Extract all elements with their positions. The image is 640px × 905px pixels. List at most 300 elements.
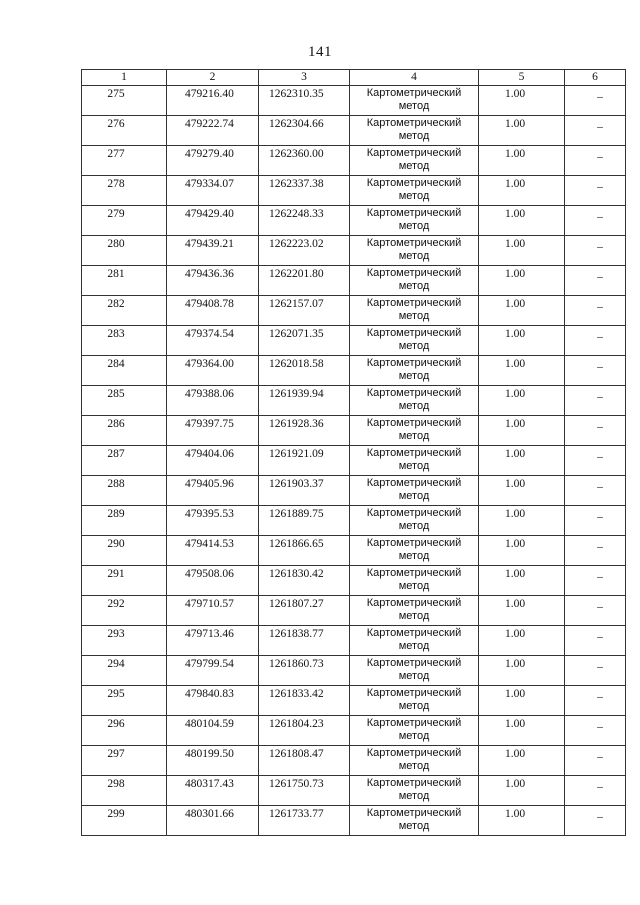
y-coordinate-cell-text: 1261833.42	[269, 688, 324, 700]
method-cell-text: метод	[398, 340, 430, 352]
note-cell	[565, 296, 626, 326]
method-cell-text: метод	[398, 790, 430, 802]
method-cell-text: метод	[398, 670, 430, 682]
note-cell-text: –	[597, 571, 603, 583]
note-cell-text: –	[597, 301, 603, 313]
method-cell-text: Картометрический	[366, 267, 462, 279]
x-coordinate-cell-text: 479429.40	[185, 208, 234, 220]
note-cell	[565, 656, 626, 686]
note-cell-text: –	[597, 661, 603, 673]
point-number-cell-text: 296	[107, 718, 125, 730]
table-row	[82, 506, 626, 536]
table-row	[82, 266, 626, 296]
point-number-cell	[82, 176, 167, 206]
method-cell-text: метод	[398, 400, 430, 412]
note-cell	[565, 266, 626, 296]
y-coordinate-cell	[259, 566, 350, 596]
note-cell-text: –	[597, 691, 603, 703]
accuracy-cell-text: 1.00	[505, 448, 526, 460]
point-number-cell-text: 293	[107, 628, 125, 640]
y-coordinate-cell	[259, 236, 350, 266]
method-cell-text: Картометрический	[366, 507, 462, 519]
x-coordinate-cell	[167, 176, 259, 206]
x-coordinate-cell	[167, 296, 259, 326]
point-number-cell-text: 284	[107, 358, 125, 370]
note-cell	[565, 476, 626, 506]
y-coordinate-cell	[259, 746, 350, 776]
y-coordinate-cell	[259, 806, 350, 836]
point-number-cell-text: 288	[107, 478, 125, 490]
point-number-cell-text: 283	[107, 328, 125, 340]
accuracy-cell-text: 1.00	[505, 208, 526, 220]
method-cell	[350, 386, 479, 416]
x-coordinate-cell	[167, 536, 259, 566]
note-cell	[565, 506, 626, 536]
y-coordinate-cell	[259, 296, 350, 326]
accuracy-cell-text: 1.00	[505, 238, 526, 250]
x-coordinate-cell	[167, 116, 259, 146]
method-cell	[350, 176, 479, 206]
method-cell-text: Картометрический	[366, 477, 462, 489]
method-cell-text: Картометрический	[366, 117, 462, 129]
accuracy-cell-text: 1.00	[505, 298, 526, 310]
note-cell	[565, 236, 626, 266]
x-coordinate-cell	[167, 656, 259, 686]
y-coordinate-cell	[259, 536, 350, 566]
point-number-cell	[82, 206, 167, 236]
y-coordinate-cell-text: 1262157.07	[269, 298, 324, 310]
accuracy-cell	[479, 206, 565, 236]
method-cell-text: Картометрический	[366, 627, 462, 639]
note-cell	[565, 596, 626, 626]
note-cell-text: –	[597, 151, 603, 163]
method-cell-text: Картометрический	[366, 567, 462, 579]
accuracy-cell	[479, 626, 565, 656]
x-coordinate-cell-text: 479388.06	[185, 388, 234, 400]
method-cell-text: метод	[398, 550, 430, 562]
y-coordinate-cell-text: 1261939.94	[269, 388, 324, 400]
x-coordinate-cell	[167, 776, 259, 806]
y-coordinate-cell-text: 1262310.35	[269, 88, 324, 100]
method-cell-text: Картометрический	[366, 327, 462, 339]
method-cell-text: Картометрический	[366, 87, 462, 99]
accuracy-cell	[479, 176, 565, 206]
point-number-cell-text: 295	[107, 688, 125, 700]
accuracy-cell-text: 1.00	[505, 478, 526, 490]
accuracy-cell	[479, 446, 565, 476]
y-coordinate-cell	[259, 386, 350, 416]
x-coordinate-cell	[167, 146, 259, 176]
note-cell	[565, 686, 626, 716]
method-cell	[350, 146, 479, 176]
accuracy-cell-text: 1.00	[505, 118, 526, 130]
table-header-row	[82, 70, 626, 86]
y-coordinate-cell	[259, 176, 350, 206]
method-cell-text: Картометрический	[366, 717, 462, 729]
point-number-cell-text: 280	[107, 238, 125, 250]
method-cell	[350, 296, 479, 326]
x-coordinate-cell-text: 479799.54	[185, 658, 234, 670]
y-coordinate-cell-text: 1261808.47	[269, 748, 324, 760]
x-coordinate-cell-text: 479364.00	[185, 358, 234, 370]
table-row	[82, 626, 626, 656]
x-coordinate-cell-text: 479334.07	[185, 178, 234, 190]
note-cell-text: –	[597, 241, 603, 253]
x-coordinate-cell	[167, 446, 259, 476]
accuracy-cell-text: 1.00	[505, 688, 526, 700]
table-row	[82, 416, 626, 446]
y-coordinate-cell	[259, 146, 350, 176]
y-coordinate-cell	[259, 716, 350, 746]
accuracy-cell-text: 1.00	[505, 328, 526, 340]
method-cell	[350, 596, 479, 626]
point-number-cell	[82, 746, 167, 776]
method-cell-text: метод	[398, 160, 430, 172]
column-header: 4	[350, 70, 479, 86]
accuracy-cell	[479, 296, 565, 326]
method-cell	[350, 476, 479, 506]
y-coordinate-cell	[259, 326, 350, 356]
note-cell-text: –	[597, 421, 603, 433]
accuracy-cell-text: 1.00	[505, 508, 526, 520]
table-row	[82, 236, 626, 266]
note-cell	[565, 326, 626, 356]
y-coordinate-cell	[259, 416, 350, 446]
y-coordinate-cell-text: 1262248.33	[269, 208, 324, 220]
point-number-cell	[82, 446, 167, 476]
point-number-cell-text: 294	[107, 658, 125, 670]
method-cell-text: метод	[398, 760, 430, 772]
y-coordinate-cell-text: 1261866.65	[269, 538, 324, 550]
point-number-cell	[82, 536, 167, 566]
point-number-cell-text: 292	[107, 598, 125, 610]
accuracy-cell	[479, 266, 565, 296]
method-cell-text: метод	[398, 100, 430, 112]
method-cell-text: Картометрический	[366, 447, 462, 459]
accuracy-cell	[479, 416, 565, 446]
method-cell-text: Картометрический	[366, 387, 462, 399]
x-coordinate-cell-text: 479404.06	[185, 448, 234, 460]
method-cell-text: метод	[398, 700, 430, 712]
method-cell-text: Картометрический	[366, 177, 462, 189]
note-cell-text: –	[597, 601, 603, 613]
x-coordinate-cell-text: 479216.40	[185, 88, 234, 100]
method-cell-text: Картометрический	[366, 297, 462, 309]
point-number-cell-text: 298	[107, 778, 125, 790]
note-cell	[565, 446, 626, 476]
method-cell-text: Картометрический	[366, 357, 462, 369]
point-number-cell	[82, 116, 167, 146]
table-row	[82, 596, 626, 626]
table-row	[82, 806, 626, 836]
point-number-cell-text: 281	[107, 268, 125, 280]
accuracy-cell	[479, 356, 565, 386]
accuracy-cell	[479, 476, 565, 506]
point-number-cell	[82, 296, 167, 326]
method-cell-text: Картометрический	[366, 237, 462, 249]
x-coordinate-cell	[167, 506, 259, 536]
y-coordinate-cell	[259, 656, 350, 686]
point-number-cell	[82, 506, 167, 536]
accuracy-cell	[479, 236, 565, 266]
x-coordinate-cell	[167, 626, 259, 656]
method-cell	[350, 806, 479, 836]
point-number-cell-text: 286	[107, 418, 125, 430]
x-coordinate-cell-text: 479508.06	[185, 568, 234, 580]
note-cell	[565, 206, 626, 236]
method-cell-text: метод	[398, 130, 430, 142]
method-cell-text: метод	[398, 370, 430, 382]
method-cell-text: Картометрический	[366, 597, 462, 609]
column-header: 2	[167, 70, 259, 86]
column-header: 1	[82, 70, 167, 86]
note-cell-text: –	[597, 631, 603, 643]
point-number-cell-text: 299	[107, 808, 125, 820]
note-cell-text: –	[597, 481, 603, 493]
accuracy-cell-text: 1.00	[505, 778, 526, 790]
x-coordinate-cell-text: 479713.46	[185, 628, 234, 640]
x-coordinate-cell	[167, 86, 259, 116]
point-number-cell-text: 277	[107, 148, 125, 160]
accuracy-cell-text: 1.00	[505, 538, 526, 550]
y-coordinate-cell-text: 1261860.73	[269, 658, 324, 670]
y-coordinate-cell-text: 1261750.73	[269, 778, 324, 790]
note-cell	[565, 626, 626, 656]
y-coordinate-cell	[259, 476, 350, 506]
x-coordinate-cell-text: 479405.96	[185, 478, 234, 490]
table-row	[82, 746, 626, 776]
accuracy-cell-text: 1.00	[505, 718, 526, 730]
point-number-cell	[82, 566, 167, 596]
point-number-cell	[82, 266, 167, 296]
x-coordinate-cell-text: 480317.43	[185, 778, 234, 790]
point-number-cell	[82, 356, 167, 386]
accuracy-cell-text: 1.00	[505, 88, 526, 100]
note-cell-text: –	[597, 811, 603, 823]
point-number-cell	[82, 146, 167, 176]
method-cell-text: Картометрический	[366, 537, 462, 549]
table-row	[82, 656, 626, 686]
note-cell-text: –	[597, 271, 603, 283]
accuracy-cell	[479, 326, 565, 356]
note-cell-text: –	[597, 721, 603, 733]
x-coordinate-cell	[167, 266, 259, 296]
accuracy-cell	[479, 566, 565, 596]
method-cell-text: Картометрический	[366, 417, 462, 429]
x-coordinate-cell-text: 479397.75	[185, 418, 234, 430]
method-cell	[350, 356, 479, 386]
method-cell	[350, 626, 479, 656]
point-number-cell	[82, 596, 167, 626]
table-row	[82, 566, 626, 596]
accuracy-cell-text: 1.00	[505, 418, 526, 430]
note-cell	[565, 806, 626, 836]
note-cell	[565, 536, 626, 566]
method-cell	[350, 656, 479, 686]
y-coordinate-cell	[259, 446, 350, 476]
point-number-cell-text: 289	[107, 508, 125, 520]
accuracy-cell-text: 1.00	[505, 148, 526, 160]
x-coordinate-cell	[167, 746, 259, 776]
method-cell	[350, 566, 479, 596]
x-coordinate-cell-text: 480104.59	[185, 718, 234, 730]
page-number: 141	[308, 44, 332, 60]
method-cell-text: метод	[398, 520, 430, 532]
point-number-cell	[82, 416, 167, 446]
y-coordinate-cell-text: 1262360.00	[269, 148, 324, 160]
note-cell	[565, 746, 626, 776]
point-number-cell-text: 276	[107, 118, 125, 130]
x-coordinate-cell	[167, 476, 259, 506]
x-coordinate-cell-text: 479395.53	[185, 508, 234, 520]
y-coordinate-cell-text: 1262071.35	[269, 328, 324, 340]
accuracy-cell	[479, 146, 565, 176]
y-coordinate-cell	[259, 506, 350, 536]
x-coordinate-cell-text: 479408.78	[185, 298, 234, 310]
y-coordinate-cell-text: 1262223.02	[269, 238, 324, 250]
accuracy-cell	[479, 746, 565, 776]
point-number-cell	[82, 326, 167, 356]
accuracy-cell-text: 1.00	[505, 598, 526, 610]
note-cell	[565, 716, 626, 746]
method-cell-text: метод	[398, 730, 430, 742]
x-coordinate-cell-text: 480199.50	[185, 748, 234, 760]
point-number-cell	[82, 476, 167, 506]
note-cell-text: –	[597, 781, 603, 793]
y-coordinate-cell	[259, 626, 350, 656]
method-cell-text: метод	[398, 580, 430, 592]
y-coordinate-cell-text: 1261838.77	[269, 628, 324, 640]
accuracy-cell	[479, 776, 565, 806]
point-number-cell	[82, 716, 167, 746]
y-coordinate-cell-text: 1262018.58	[269, 358, 324, 370]
x-coordinate-cell	[167, 386, 259, 416]
method-cell-text: метод	[398, 430, 430, 442]
point-number-cell-text: 297	[107, 748, 125, 760]
note-cell-text: –	[597, 331, 603, 343]
note-cell-text: –	[597, 181, 603, 193]
point-number-cell-text: 291	[107, 568, 125, 580]
point-number-cell	[82, 686, 167, 716]
point-number-cell	[82, 776, 167, 806]
column-header: 3	[259, 70, 350, 86]
x-coordinate-cell	[167, 356, 259, 386]
y-coordinate-cell	[259, 356, 350, 386]
accuracy-cell	[479, 536, 565, 566]
note-cell-text: –	[597, 91, 603, 103]
y-coordinate-cell-text: 1261733.77	[269, 808, 324, 820]
accuracy-cell-text: 1.00	[505, 748, 526, 760]
x-coordinate-cell-text: 479436.36	[185, 268, 234, 280]
method-cell-text: метод	[398, 610, 430, 622]
table-row	[82, 386, 626, 416]
x-coordinate-cell-text: 479374.54	[185, 328, 234, 340]
y-coordinate-cell-text: 1261903.37	[269, 478, 324, 490]
point-number-cell-text: 278	[107, 178, 125, 190]
x-coordinate-cell	[167, 236, 259, 266]
table-row	[82, 446, 626, 476]
method-cell	[350, 746, 479, 776]
method-cell	[350, 416, 479, 446]
table-row	[82, 356, 626, 386]
table-row	[82, 206, 626, 236]
table-row	[82, 536, 626, 566]
table-row	[82, 146, 626, 176]
accuracy-cell-text: 1.00	[505, 178, 526, 190]
accuracy-cell	[479, 506, 565, 536]
table-row	[82, 176, 626, 206]
accuracy-cell-text: 1.00	[505, 658, 526, 670]
point-number-cell	[82, 656, 167, 686]
note-cell-text: –	[597, 451, 603, 463]
method-cell	[350, 326, 479, 356]
y-coordinate-cell	[259, 596, 350, 626]
method-cell-text: метод	[398, 460, 430, 472]
y-coordinate-cell-text: 1261889.75	[269, 508, 324, 520]
x-coordinate-cell-text: 479414.53	[185, 538, 234, 550]
x-coordinate-cell-text: 479222.74	[185, 118, 234, 130]
accuracy-cell	[479, 116, 565, 146]
column-header: 6	[565, 70, 626, 86]
accuracy-cell	[479, 806, 565, 836]
table-row	[82, 296, 626, 326]
point-number-cell-text: 290	[107, 538, 125, 550]
note-cell	[565, 176, 626, 206]
coordinates-table	[81, 69, 626, 836]
method-cell-text: Картометрический	[366, 747, 462, 759]
y-coordinate-cell	[259, 206, 350, 236]
y-coordinate-cell	[259, 686, 350, 716]
note-cell-text: –	[597, 121, 603, 133]
point-number-cell	[82, 626, 167, 656]
y-coordinate-cell-text: 1261830.42	[269, 568, 324, 580]
note-cell	[565, 86, 626, 116]
method-cell-text: метод	[398, 310, 430, 322]
x-coordinate-cell-text: 479840.83	[185, 688, 234, 700]
accuracy-cell	[479, 716, 565, 746]
table-body	[82, 86, 626, 836]
x-coordinate-cell	[167, 326, 259, 356]
accuracy-cell-text: 1.00	[505, 808, 526, 820]
method-cell	[350, 206, 479, 236]
note-cell	[565, 776, 626, 806]
method-cell-text: метод	[398, 190, 430, 202]
accuracy-cell	[479, 596, 565, 626]
method-cell	[350, 446, 479, 476]
x-coordinate-cell	[167, 416, 259, 446]
note-cell	[565, 416, 626, 446]
method-cell-text: метод	[398, 490, 430, 502]
x-coordinate-cell	[167, 806, 259, 836]
point-number-cell-text: 275	[107, 88, 125, 100]
method-cell-text: метод	[398, 250, 430, 262]
accuracy-cell-text: 1.00	[505, 358, 526, 370]
method-cell-text: метод	[398, 820, 430, 832]
x-coordinate-cell-text: 479710.57	[185, 598, 234, 610]
table-row	[82, 116, 626, 146]
method-cell	[350, 716, 479, 746]
point-number-cell	[82, 236, 167, 266]
table-row	[82, 86, 626, 116]
point-number-cell-text: 282	[107, 298, 125, 310]
note-cell	[565, 566, 626, 596]
x-coordinate-cell-text: 479439.21	[185, 238, 234, 250]
point-number-cell	[82, 86, 167, 116]
table-row	[82, 686, 626, 716]
accuracy-cell	[479, 656, 565, 686]
accuracy-cell-text: 1.00	[505, 268, 526, 280]
method-cell	[350, 266, 479, 296]
